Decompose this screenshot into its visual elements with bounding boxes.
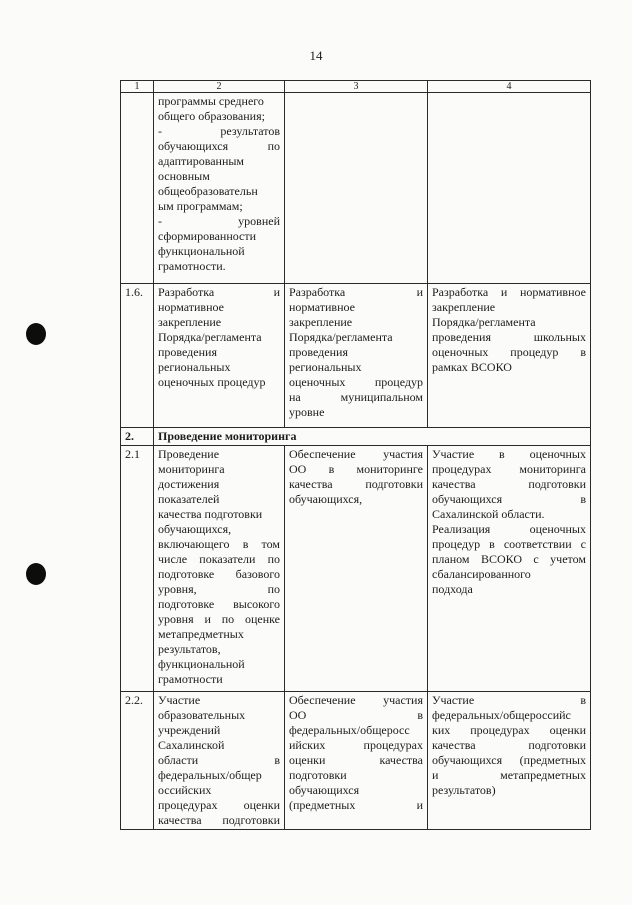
table-row-continued: [121, 93, 591, 284]
cell-text-line: области в: [158, 753, 280, 767]
cell-text-line: региональных: [289, 360, 362, 374]
cell-text-line: качества подготовки: [432, 477, 586, 491]
cell-text-line: подготовке базового: [158, 567, 280, 581]
cell-text-line: и метапредметных: [432, 768, 586, 782]
cell-text-line: грамотности: [158, 672, 223, 686]
table-row-2-2: [121, 692, 591, 830]
column-number-1: 1: [121, 81, 154, 93]
cell-text-line: Участие: [158, 693, 201, 707]
cell-text-line: нормативное: [289, 300, 355, 314]
cell-text-line: оссийских: [158, 783, 212, 797]
cell-text-line: результатов): [432, 783, 496, 797]
cell-text-line: ОО в мониторинге: [289, 462, 423, 476]
cell-text-line: сформированности: [158, 229, 257, 243]
page-number: 14: [309, 48, 323, 63]
column-number-3: 3: [285, 81, 428, 93]
cell-text-line: Разработка и: [158, 285, 280, 299]
cell-text-line: федеральных/общеросс: [289, 723, 410, 737]
cell-text-line: функциональной: [158, 657, 245, 671]
cell-text-line: подготовке высокого: [158, 597, 280, 611]
cell-text-line: качества подготовки: [158, 813, 280, 827]
cell-text-line: Реализация оценочных: [432, 522, 586, 536]
cell-text-line: закрепление: [289, 315, 353, 329]
cell-text-line: достижения: [158, 477, 220, 491]
cell-text-line: числе показатели по: [158, 552, 280, 566]
cell-text-line: включающего в том: [158, 537, 280, 551]
cell-text-line: качества подготовки: [432, 738, 586, 752]
cell-text-line: ОО в: [289, 708, 423, 722]
activity-cell: [154, 446, 285, 692]
section-number: 2.: [121, 428, 154, 446]
cell-text-line: общеобразовательн: [158, 184, 258, 198]
cell-text-line: программы среднего: [158, 94, 264, 108]
cell-text-line: закрепление: [158, 315, 222, 329]
binder-hole: [26, 563, 46, 585]
cell-text-line: оценочных процедур: [158, 375, 266, 389]
cell-text-line: процедур в соответствии с: [432, 537, 586, 551]
cell-text-line: оценочных процедур: [289, 375, 423, 389]
cell-text-line: подхода: [432, 582, 473, 596]
school-level-cell: [428, 692, 591, 830]
municipal-level-cell: [285, 284, 428, 428]
cell-text-line: качества подготовки: [158, 507, 263, 521]
cell-text-line: закрепление: [432, 300, 496, 314]
activity-cell: [154, 93, 285, 284]
school-level-cell: [428, 446, 591, 692]
cell-text-line: подготовки: [289, 768, 347, 782]
cell-text-line: Разработка и: [289, 285, 423, 299]
cell-text-line: грамотности.: [158, 259, 226, 273]
table-header-row: [121, 81, 591, 93]
cell-text-line: качества подготовки: [289, 477, 423, 491]
cell-text-line: проведения: [158, 345, 217, 359]
cell-text-line: процедурах мониторинга: [432, 462, 586, 476]
cell-text-line: уровня и по оценке: [158, 612, 280, 626]
cell-text-line: (предметных и: [289, 798, 423, 812]
cell-text-line: проведения: [289, 345, 348, 359]
activity-cell: [154, 284, 285, 428]
cell-text-line: Участие в оценочных: [432, 447, 586, 461]
cell-text-line: мониторинга: [158, 462, 225, 476]
table-row-2-1: [121, 446, 591, 692]
cell-text-line: планом ВСОКО с учетом: [432, 552, 586, 566]
cell-text-line: Участие в: [432, 693, 586, 707]
cell-text-line: обучающихся: [289, 783, 360, 797]
table-row-1-6: [121, 284, 591, 428]
cell-text-line: основным: [158, 169, 210, 183]
cell-text-line: Проведение: [158, 447, 220, 461]
cell-text-line: Сахалинской области.: [432, 507, 545, 521]
cell-text-line: региональных: [158, 360, 231, 374]
cell-text-line: - уровней: [158, 214, 280, 228]
cell-text-line: уровня, по: [158, 582, 280, 596]
cell-text-line: федеральных/общероссийс: [432, 708, 571, 722]
municipal-level-cell: [285, 446, 428, 692]
cell-text-line: проведения школьных: [432, 330, 586, 344]
cell-text-line: ийских процедурах: [289, 738, 423, 752]
row-number-cell: 1.6.: [121, 284, 154, 428]
row-number-cell: [121, 93, 154, 284]
column-number-2: 2: [154, 81, 285, 93]
cell-text-line: функциональной: [158, 244, 245, 258]
cell-text-line: образовательных: [158, 708, 246, 722]
cell-text-line: результатов,: [158, 642, 221, 656]
cell-text-line: сбалансированного: [432, 567, 531, 581]
school-level-cell: [428, 284, 591, 428]
cell-text-line: - результатов: [158, 124, 280, 138]
cell-text-line: обучающихся по: [158, 139, 280, 153]
cell-text-line: ым программам;: [158, 199, 243, 213]
row-number-cell: 2.1: [121, 446, 154, 692]
section-row-2: [121, 428, 591, 446]
cell-text-line: на муниципальном: [289, 390, 423, 404]
cell-text-line: оценки качества: [289, 753, 423, 767]
cell-text-line: процедурах оценки: [158, 798, 280, 812]
cell-text-line: Обеспечение участия: [289, 693, 423, 707]
cell-text-line: обучающихся в: [432, 492, 586, 506]
municipal-level-cell: [285, 93, 428, 284]
column-number-4: 4: [428, 81, 591, 93]
cell-text-line: ких процедурах оценки: [432, 723, 586, 737]
cell-text-line: нормативное: [158, 300, 224, 314]
cell-text-line: учреждений: [158, 723, 221, 737]
cell-text-line: уровне: [289, 405, 325, 419]
cell-text-line: Порядка/регламента: [432, 315, 536, 329]
cell-text-line: показателей: [158, 492, 220, 506]
cell-text-line: Сахалинской: [158, 738, 225, 752]
municipal-level-cell: [285, 692, 428, 830]
binder-hole: [26, 323, 46, 345]
cell-text-line: обучающихся,: [158, 522, 232, 536]
school-level-cell: [428, 93, 591, 284]
row-number-cell: 2.2.: [121, 692, 154, 830]
cell-text-line: адаптированным: [158, 154, 245, 168]
cell-text-line: рамках ВСОКО: [432, 360, 512, 374]
cell-text-line: Порядка/регламента: [289, 330, 393, 344]
cell-text-line: оценочных процедур в: [432, 345, 586, 359]
cell-text-line: Обеспечение участия: [289, 447, 423, 461]
cell-text-line: Порядка/регламента: [158, 330, 262, 344]
activity-cell: [154, 692, 285, 830]
cell-text-line: федеральных/общер: [158, 768, 262, 782]
cell-text-line: метапредметных: [158, 627, 244, 641]
cell-text-line: обучающихся,: [289, 492, 363, 506]
document-table: [120, 80, 591, 830]
cell-text-line: обучающихся (предметных: [432, 753, 586, 767]
cell-text-line: Разработка и нормативное: [432, 285, 586, 299]
cell-text-line: общего образования;: [158, 109, 265, 123]
section-title: Проведение мониторинга: [154, 428, 591, 446]
